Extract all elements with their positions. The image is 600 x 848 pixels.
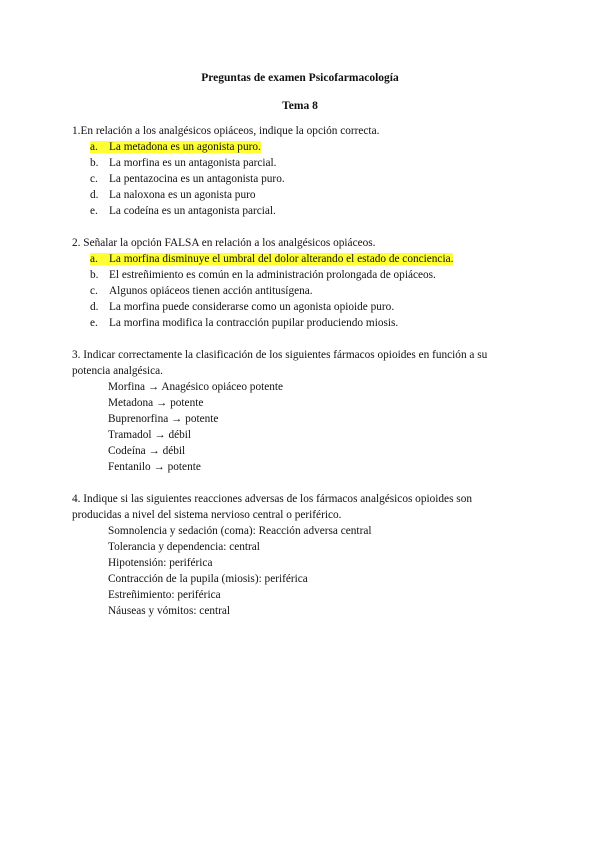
question-4-answer: Contracción de la pupila (miosis): periférica: [108, 573, 308, 585]
question-4-answer: Tolerancia y dependencia: central: [108, 541, 260, 553]
option-letter: e.: [90, 205, 98, 217]
question-2-option-d: [90, 300, 394, 314]
question-4-answer: Náuseas y vómitos: central: [108, 605, 231, 617]
question-3-answer: Codeína → débil: [108, 445, 186, 457]
question-2-prompt: 2. Señalar la opción FALSA en relación a los analgésicos opiáceos.: [72, 237, 376, 249]
question-3-prompt-line-1: 3. Indicar correctamente la clasificación de los siguientes fármacos opioides en función a su: [72, 349, 488, 361]
question-4-answer: Somnolencia y sedación (coma): Reacción adversa central: [108, 525, 372, 537]
option-letter: b.: [90, 269, 99, 281]
option-text: La morfina puede considerarse como un agonista opioide puro.: [109, 301, 395, 313]
option-letter: d.: [90, 301, 99, 313]
question-2-option-b: [90, 268, 436, 282]
question-2-option-c: [90, 284, 313, 298]
option-text: La naloxona es un agonista puro: [109, 189, 256, 201]
question-1-prompt: 1.En relación a los analgésicos opiáceos, indique la opción correcta.: [72, 125, 380, 137]
option-letter: e.: [90, 317, 98, 329]
option-text: La pentazocina es un antagonista puro.: [109, 173, 285, 185]
option-text: La morfina es un antagonista parcial.: [109, 157, 277, 169]
question-4-answer: Hipotensión: periférica: [108, 557, 213, 569]
option-letter: b.: [90, 157, 99, 169]
option-letter: a.: [90, 141, 98, 153]
question-2-option-e: [90, 316, 398, 330]
question-3-answer: Metadona → potente: [108, 397, 204, 409]
option-letter: d.: [90, 189, 99, 201]
question-3-answer: Tramadol → débil: [108, 429, 192, 441]
option-text: La codeína es un antagonista parcial.: [109, 205, 276, 217]
option-text: La morfina modifica la contracción pupilar produciendo miosis.: [109, 317, 399, 329]
question-1-option-a: [90, 140, 261, 154]
document-title: Preguntas de examen Psicofarmacología: [201, 72, 399, 84]
document-subtitle: Tema 8: [282, 100, 318, 112]
option-text: El estreñimiento es común en la administración prolongada de opiáceos.: [109, 269, 436, 281]
option-text: La metadona es un agonista puro.: [109, 141, 261, 153]
option-text: Algunos opiáceos tienen acción antitusígena.: [109, 285, 313, 297]
question-1-option-e: [90, 204, 276, 218]
question-1-option-c: [90, 172, 285, 186]
question-3-answer: Morfina → Anagésico opiáceo potente: [108, 381, 284, 393]
question-4-answer: Estreñimiento: periférica: [108, 589, 221, 601]
option-letter: a.: [90, 253, 98, 265]
question-4-prompt-line-2: producidas a nivel del sistema nervioso central o periférico.: [72, 509, 342, 521]
question-3-prompt-line-2: potencia analgésica.: [72, 365, 163, 377]
question-1-option-b: [90, 156, 277, 170]
option-letter: c.: [90, 285, 98, 297]
option-text: La morfina disminuye el umbral del dolor alterando el estado de conciencia.: [109, 253, 454, 265]
question-1-option-d: [90, 188, 256, 202]
question-4-prompt-line-1: 4. Indique si las siguientes reacciones adversas de los fármacos analgésicos opioides son: [72, 493, 472, 505]
question-3-answer: Buprenorfina → potente: [108, 413, 219, 425]
option-letter: c.: [90, 173, 98, 185]
question-2-option-a: [90, 252, 453, 266]
question-3-answer: Fentanilo → potente: [108, 461, 201, 473]
